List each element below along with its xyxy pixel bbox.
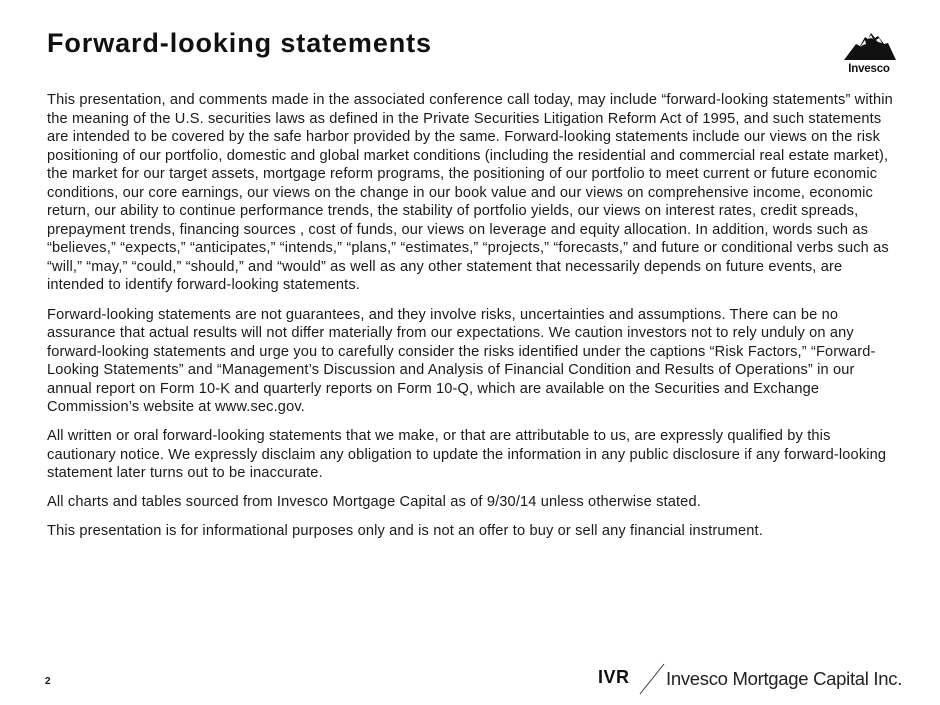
- footer-brand: [598, 662, 903, 696]
- paragraph-cautionary-notice: All written or oral forward-looking statements that we make, or that are attributable to us, are expressly qualified by this cautionary notice. We expressly disclaim any obligation to update the information in any public disclosure if any forward-looking statement later turns out to be inaccurate.: [47, 428, 887, 482]
- page-title: Forward-looking statements: [47, 28, 432, 58]
- paragraph-data-source: All charts and tables sourced from Invesco Mortgage Capital as of 9/30/14 unless otherwise stated.: [47, 494, 701, 511]
- paragraph-forward-looking: This presentation, and comments made in the associated conference call today, may include “forward-looking statements” within the meaning of the U.S. securities laws as defined in the Private Securities Litigation Reform Act of 1995, and such statements are intended to be covered by the safe harbor provided by the same. Forward-looking statements include our views on the risk positioning of our portfolio, domestic and global market conditions (including the residential and commercial real estate market), the market for our target assets, mortgage reform programs, the positioning of our portfolio to meet current or future economic conditions, our core earnings, our views on the change in our book value and our views on comprehensive income, economic return, our ability to continue performance trends, the stability of portfolio yields, our views on interest rates, credit spreads, prepayment trends, financing sources , cost of funds, our views on leverage and equity allocation. In addition, words such as “believes,” “expects,” “anticipates,” “intends,” “plans,” “estimates,” “projects,” “forecasts,” and future or conditional verbs such as “will,” “may,” “could,” “should,” and “would” as well as any other statement that necessarily depends on future events, are intended to identify forward-looking statements.: [47, 92, 893, 294]
- mountain-icon: [838, 30, 900, 64]
- disclaimer-body: [47, 91, 897, 552]
- company-name: Invesco Mortgage Capital Inc.: [666, 668, 903, 689]
- paragraph-no-guarantees: Forward-looking statements are not guarantees, and they involve risks, uncertainties and assumptions. There can be no assurance that actual results will not differ materially from our expectations. We caution investors not to rely unduly on any forward-looking statements and urge you to carefully consider the risks identified under the captions “Risk Factors,” “Forward-Looking Statements” and “Management’s Discussion and Analysis of Financial Condition and Results of Operations” in our annual report on Form 10-K and quarterly reports on Form 10-Q, which are available on the Securities and Exchange Commission’s website at www.sec.gov.: [47, 306, 876, 416]
- ticker-symbol: IVR: [598, 667, 630, 687]
- logo-wordmark: Invesco: [848, 63, 890, 75]
- page-number: 2: [45, 676, 51, 687]
- slash-divider-icon: [638, 662, 666, 696]
- paragraph-informational-purpose: This presentation is for informational purposes only and is not an offer to buy or sell any financial instrument.: [47, 523, 763, 540]
- invesco-logo: [838, 30, 900, 78]
